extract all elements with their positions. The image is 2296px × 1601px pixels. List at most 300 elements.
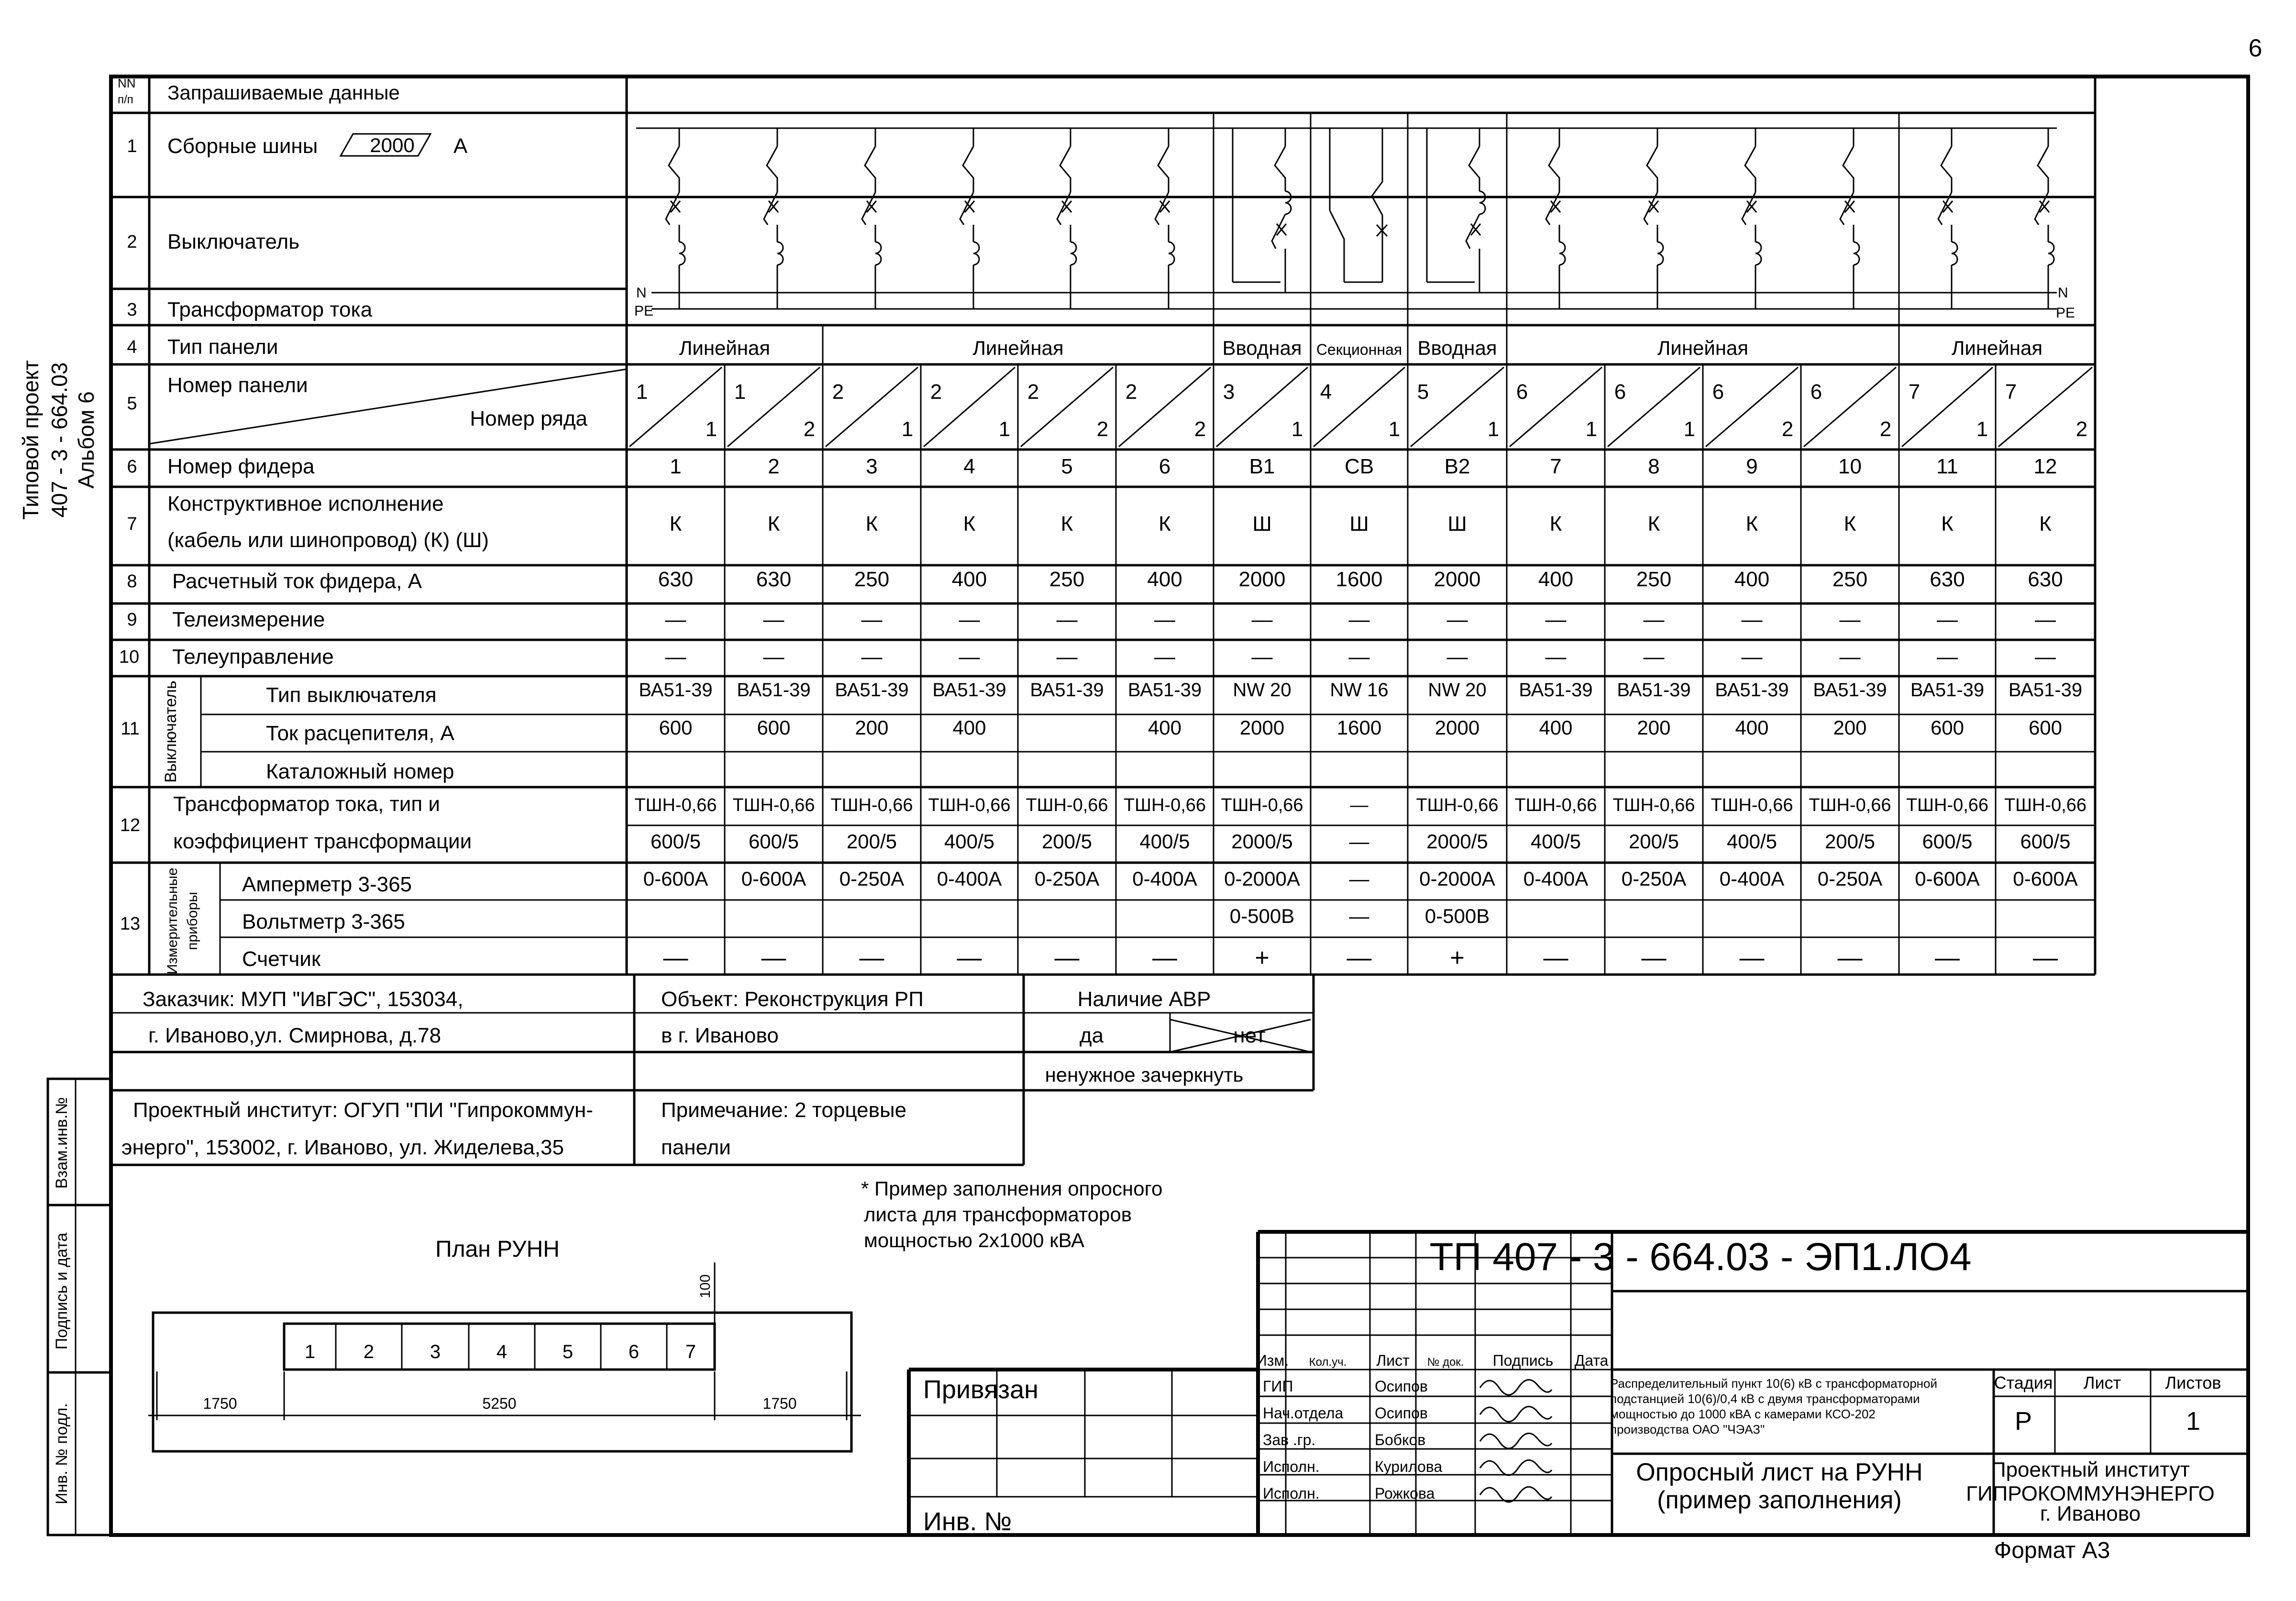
feeder-symbol-6 bbox=[1546, 128, 1565, 309]
catalog-number-label: Каталожный номер bbox=[266, 760, 454, 783]
plan-cell-6: 7 bbox=[685, 1341, 696, 1362]
meter-6: + bbox=[1255, 944, 1269, 972]
description-line1: Распределительный пункт 10(6) кВ с трансформаторной bbox=[1610, 1376, 1938, 1391]
current-5: 400 bbox=[1147, 568, 1182, 591]
panel-type-2: Вводная bbox=[1222, 337, 1302, 359]
row-num-9: 9 bbox=[127, 610, 137, 630]
breaker-type-7: NW 16 bbox=[1330, 680, 1389, 701]
inv-label: Инв. № bbox=[923, 1507, 1012, 1536]
trip-current-6: 2000 bbox=[1239, 716, 1285, 739]
feeder-12: 10 bbox=[1838, 455, 1862, 478]
row-number-4: 2 bbox=[1096, 417, 1109, 441]
object-line2: в г. Иваново bbox=[661, 1024, 779, 1047]
requested-data-header: Запрашиваемые данные bbox=[167, 81, 400, 104]
bus-pe-label-left: PE bbox=[634, 303, 654, 319]
footnote-line1: * Пример заполнения опросного bbox=[861, 1177, 1163, 1200]
current-3: 400 bbox=[951, 568, 987, 591]
breaker-type-14: ВА51-39 bbox=[2008, 680, 2083, 701]
left-stamp-label-1: Подпись и дата bbox=[53, 1232, 71, 1350]
current-14: 630 bbox=[2028, 568, 2063, 591]
disconnector bbox=[669, 146, 679, 192]
panel-type-5: Линейная bbox=[1657, 337, 1749, 359]
breaker-type-0: ВА51-39 bbox=[639, 680, 713, 701]
telemeasure-6: — bbox=[1251, 608, 1273, 631]
row-number-6: 1 bbox=[1291, 417, 1303, 441]
meter-label: Счетчик bbox=[242, 947, 321, 971]
tb-header-5: Дата bbox=[1574, 1352, 1609, 1369]
trip-current-1: 600 bbox=[757, 716, 791, 739]
trip-current-3: 400 bbox=[952, 716, 986, 739]
ammeter-14: 0-600А bbox=[2013, 867, 2078, 890]
side-title bbox=[18, 360, 99, 520]
trip-current-9: 400 bbox=[1539, 716, 1573, 739]
voltmeter-6: 0-500В bbox=[1229, 905, 1295, 927]
telecontrol-11: — bbox=[1741, 645, 1763, 669]
row-labels bbox=[118, 76, 627, 975]
ct-type-8: ТШН-0,66 bbox=[1416, 795, 1499, 815]
disconnector bbox=[963, 146, 973, 192]
tb-role-4: Исполн. bbox=[1263, 1485, 1320, 1502]
telecontrol-0: — bbox=[665, 645, 686, 669]
disconnector bbox=[1941, 146, 1952, 192]
plan-cell-5: 6 bbox=[628, 1341, 640, 1362]
disconnector bbox=[1158, 146, 1169, 192]
meter-2: — bbox=[859, 944, 884, 972]
feeder-0: 1 bbox=[670, 455, 682, 478]
row-num-12: 12 bbox=[120, 815, 141, 835]
ct-ratio-6: 2000/5 bbox=[1231, 830, 1293, 853]
ct-ratio-9: 400/5 bbox=[1530, 830, 1581, 853]
side-title-line2: 407 - 3 - 664.03 bbox=[47, 362, 72, 518]
plan-dim-right: 1750 bbox=[762, 1395, 797, 1412]
ammeter-11: 0-400А bbox=[1719, 867, 1785, 890]
doc-title-line2: (пример заполнения) bbox=[1657, 1486, 1902, 1514]
plan-dim-mid: 5250 bbox=[482, 1395, 517, 1412]
panel-number-3: 2 bbox=[930, 380, 942, 404]
ct-ratio-3: 400/5 bbox=[944, 830, 995, 853]
nn-top: NN bbox=[118, 76, 136, 90]
panel-type-4: Вводная bbox=[1417, 337, 1497, 359]
telemeasure-14: — bbox=[2035, 608, 2056, 631]
stage-header: Стадия bbox=[1994, 1373, 2053, 1393]
telemeasure-7: — bbox=[1348, 608, 1370, 631]
feeder-8: В2 bbox=[1444, 455, 1470, 478]
plan-dim-left: 1750 bbox=[203, 1395, 237, 1412]
telecontrol-10: — bbox=[1643, 645, 1665, 669]
breaker-group-label: Выключатель bbox=[162, 680, 180, 783]
disconnector bbox=[767, 146, 777, 192]
row-num-10: 10 bbox=[119, 647, 140, 667]
tb-header-1: Кол.уч. bbox=[1309, 1356, 1347, 1369]
signature-1 bbox=[1480, 1406, 1552, 1422]
instruments-group-label-2: приборы bbox=[185, 892, 200, 950]
telemeasure-11: — bbox=[1741, 608, 1763, 631]
bus-n-label-left: N bbox=[636, 285, 647, 301]
ct-type-12: ТШН-0,66 bbox=[1809, 795, 1891, 815]
breaker-type-2: ВА51-39 bbox=[835, 680, 909, 701]
ct-symbol bbox=[1755, 242, 1761, 265]
input-disconnector bbox=[1275, 146, 1285, 191]
panel-number-10: 6 bbox=[1614, 380, 1626, 404]
telecontrol-6: — bbox=[1251, 645, 1273, 669]
feeder-9: 7 bbox=[1550, 455, 1562, 478]
ammeter-12: 0-250А bbox=[1817, 867, 1883, 890]
breaker-type-4: ВА51-39 bbox=[1030, 680, 1104, 701]
telemeasure-13: — bbox=[1937, 608, 1958, 631]
ct-symbol bbox=[973, 242, 979, 265]
note-line2: панели bbox=[661, 1136, 731, 1159]
side-title-line1: Типовой проект bbox=[18, 360, 43, 520]
feeder-4: 5 bbox=[1061, 455, 1073, 478]
ct-type-4: ТШН-0,66 bbox=[1026, 795, 1108, 815]
construction-label: Конструктивное исполнение bbox=[167, 492, 444, 515]
telemeasure-3: — bbox=[959, 608, 980, 631]
ammeter-3: 0-400А bbox=[937, 867, 1002, 890]
ct-symbol bbox=[1657, 242, 1663, 265]
construction-label-2: (кабель или шинопровод) (К) (Ш) bbox=[167, 528, 489, 552]
ct-type-3: ТШН-0,66 bbox=[928, 795, 1011, 815]
panel-number-0: 1 bbox=[636, 380, 648, 404]
ct-ratio-0: 600/5 bbox=[650, 830, 701, 853]
signature-0 bbox=[1480, 1380, 1552, 1395]
feeder-symbol-5 bbox=[1155, 128, 1174, 309]
ct-type-10: ТШН-0,66 bbox=[1612, 795, 1695, 815]
trip-current-12: 200 bbox=[1833, 716, 1867, 739]
panel-number-1: 1 bbox=[734, 380, 746, 404]
ammeter-7: — bbox=[1349, 867, 1369, 890]
document-code: ТП 407 - 3 - 664.03 - ЭП1.ЛО4 bbox=[1429, 1235, 1972, 1279]
doc-title-line1: Опросный лист на РУНН bbox=[1636, 1458, 1923, 1486]
tb-name-3: Курилова bbox=[1375, 1458, 1443, 1475]
ammeter-0: 0-600А bbox=[643, 867, 708, 890]
footnote-line3: мощностью 2х1000 кВА bbox=[864, 1229, 1085, 1251]
description-line3: мощностью до 1000 кВА с камерами КСО-202 bbox=[1610, 1407, 1876, 1421]
description-line2: подстанцией 10(6)/0,4 кВ с двумя трансформаторами bbox=[1610, 1392, 1920, 1406]
tb-role-2: Зав .гр. bbox=[1263, 1431, 1316, 1448]
title-block bbox=[909, 77, 2248, 1563]
ct-type-6: ТШН-0,66 bbox=[1221, 795, 1303, 815]
customer-line2: г. Иваново,ул. Смирнова, д.78 bbox=[148, 1024, 442, 1047]
telemeasure-8: — bbox=[1446, 608, 1468, 631]
disconnector bbox=[1060, 146, 1071, 192]
avr-title: Наличие АВР bbox=[1077, 987, 1211, 1011]
voltmeter-label: Вольтметр 3-365 bbox=[242, 910, 405, 933]
row-num-2: 2 bbox=[127, 232, 137, 252]
ct-symbol bbox=[1559, 242, 1565, 265]
ct-ratio-14: 600/5 bbox=[2020, 830, 2071, 853]
input-panel-b2 bbox=[1427, 128, 1485, 293]
busbar-label: Сборные шины bbox=[167, 134, 318, 158]
plan-dim-vertical: 100 bbox=[697, 1274, 713, 1299]
breaker-type-5: ВА51-39 bbox=[1127, 680, 1202, 701]
breaker-type-13: ВА51-39 bbox=[1910, 680, 1985, 701]
feeder-13: 11 bbox=[1936, 455, 1958, 478]
ammeter-4: 0-250А bbox=[1034, 867, 1100, 890]
feeder-number-label: Номер фидера bbox=[167, 455, 315, 478]
row-num-11: 11 bbox=[121, 719, 140, 739]
org-line2: ГИПРОКОММУНЭНЕРГО bbox=[1966, 1482, 2215, 1505]
feeder-14: 12 bbox=[2033, 455, 2057, 478]
plan-cell-1: 2 bbox=[363, 1341, 375, 1362]
sec-switch bbox=[1372, 128, 1382, 282]
construction-4: К bbox=[1060, 512, 1073, 536]
telecontrol-label: Телеуправление bbox=[172, 645, 334, 669]
panel-number-2: 2 bbox=[832, 380, 844, 404]
feeder-current-label: Расчетный ток фидера, А bbox=[172, 570, 422, 593]
ct-type-11: ТШН-0,66 bbox=[1711, 795, 1793, 815]
row-number-13: 1 bbox=[1976, 417, 1988, 441]
left-stamp-label-2: Инв. № подл. bbox=[53, 1403, 71, 1504]
tb-header-3: № док. bbox=[1427, 1356, 1464, 1369]
sheet-header: Лист bbox=[2083, 1373, 2121, 1393]
ct-ratio-11: 400/5 bbox=[1726, 830, 1777, 853]
panel-number-7: 4 bbox=[1320, 380, 1332, 404]
breaker-type-11: ВА51-39 bbox=[1715, 680, 1789, 701]
runn-plan bbox=[148, 1237, 861, 1451]
row-num-13: 13 bbox=[120, 914, 141, 934]
row-number-10: 1 bbox=[1683, 417, 1696, 441]
ct-type-14: ТШН-0,66 bbox=[2004, 795, 2087, 815]
breaker-type-12: ВА51-39 bbox=[1813, 680, 1887, 701]
panel-data-cells bbox=[629, 337, 2092, 972]
panel-type-0: Линейная bbox=[679, 337, 771, 359]
construction-7: Ш bbox=[1349, 512, 1369, 536]
ammeter-2: 0-250А bbox=[839, 867, 905, 890]
disconnector bbox=[1745, 146, 1755, 192]
telecontrol-12: — bbox=[1839, 645, 1861, 669]
current-6: 2000 bbox=[1238, 568, 1286, 591]
construction-5: К bbox=[1159, 512, 1171, 536]
ct-ratio-label: коэффициент трансформации bbox=[173, 830, 472, 853]
tb-role-3: Исполн. bbox=[1263, 1458, 1320, 1475]
current-11: 400 bbox=[1734, 568, 1770, 591]
construction-1: К bbox=[767, 512, 780, 536]
telecontrol-14: — bbox=[2035, 645, 2056, 669]
ammeter-1: 0-600А bbox=[741, 867, 806, 890]
tb-header-2: Лист bbox=[1376, 1352, 1410, 1369]
telemeasure-12: — bbox=[1839, 608, 1861, 631]
ct-ratio-10: 200/5 bbox=[1628, 830, 1679, 853]
feeder-symbol-8 bbox=[1742, 128, 1761, 309]
bus-n-label-right: N bbox=[2058, 285, 2068, 301]
ct-ratio-1: 600/5 bbox=[748, 830, 799, 853]
panel-type-label: Тип панели bbox=[167, 335, 278, 359]
input-panel-b1 bbox=[1233, 128, 1291, 293]
avr-yes: да bbox=[1079, 1024, 1104, 1047]
signature-3 bbox=[1480, 1460, 1552, 1475]
trip-current-13: 600 bbox=[1930, 716, 1965, 739]
tb-name-0: Осипов bbox=[1375, 1378, 1428, 1395]
ammeter-13: 0-600А bbox=[1915, 867, 1980, 890]
input-disconnector bbox=[1469, 146, 1479, 191]
current-12: 250 bbox=[1832, 568, 1868, 591]
breaker-type-1: ВА51-39 bbox=[737, 680, 811, 701]
ammeter-6: 0-2000А bbox=[1224, 867, 1300, 890]
feeder-symbol-4 bbox=[1057, 128, 1076, 309]
ct-type-2: ТШН-0,66 bbox=[830, 795, 913, 815]
row-number-8: 1 bbox=[1487, 417, 1500, 441]
trip-current-7: 1600 bbox=[1336, 716, 1382, 739]
meter-4: — bbox=[1054, 944, 1080, 972]
ct-ratio-8: 2000/5 bbox=[1426, 830, 1488, 853]
panel-number-6: 3 bbox=[1223, 380, 1235, 404]
feeder-symbol-10 bbox=[1938, 128, 1957, 309]
current-7: 1600 bbox=[1336, 568, 1383, 591]
row-number-7: 1 bbox=[1388, 417, 1401, 441]
telecontrol-3: — bbox=[959, 645, 980, 669]
format-label: Формат А3 bbox=[1994, 1538, 2110, 1563]
ct-type-5: ТШН-0,66 bbox=[1123, 795, 1206, 815]
construction-12: К bbox=[1843, 512, 1856, 536]
left-stamp bbox=[48, 1079, 111, 1535]
panel-number-8: 5 bbox=[1417, 380, 1429, 404]
telemeasure-5: — bbox=[1154, 608, 1175, 631]
ct-type-13: ТШН-0,66 bbox=[1906, 795, 1989, 815]
disconnector bbox=[1647, 146, 1657, 192]
row-number-1: 2 bbox=[803, 417, 816, 441]
panel-number-5: 2 bbox=[1125, 380, 1137, 404]
bus-pe-label-right: PE bbox=[2056, 305, 2075, 321]
row-number-9: 1 bbox=[1585, 417, 1598, 441]
footnote bbox=[861, 1177, 1162, 1251]
ct-symbol bbox=[1854, 242, 1859, 265]
construction-8: Ш bbox=[1447, 512, 1467, 536]
trip-current-5: 400 bbox=[1148, 716, 1182, 739]
construction-11: К bbox=[1745, 512, 1758, 536]
tb-header-0: Изм. bbox=[1256, 1352, 1289, 1369]
side-title-line3: Альбом 6 bbox=[74, 391, 99, 489]
construction-13: К bbox=[1941, 512, 1954, 536]
row-number-2: 1 bbox=[901, 417, 914, 441]
trip-current-2: 200 bbox=[855, 716, 889, 739]
breaker-type-8: NW 20 bbox=[1428, 680, 1487, 701]
telemeasure-2: — bbox=[861, 608, 883, 631]
ammeter-9: 0-400А bbox=[1523, 867, 1589, 890]
nn-bottom: п/п bbox=[118, 93, 133, 106]
ammeter-10: 0-250А bbox=[1621, 867, 1687, 890]
sectional-panel bbox=[1330, 128, 1387, 282]
ct-ratio-4: 200/5 bbox=[1041, 830, 1093, 853]
meter-3: — bbox=[957, 944, 982, 972]
row-num-7: 7 bbox=[127, 514, 137, 534]
description-line4: производства ОАО "ЧЭАЗ" bbox=[1610, 1422, 1765, 1437]
ammeter-label: Амперметр 3-365 bbox=[242, 873, 412, 896]
voltmeter-8: 0-500В bbox=[1424, 905, 1490, 927]
feeder-symbol-9 bbox=[1840, 128, 1859, 309]
ct-type-label: Трансформатор тока, тип и bbox=[173, 792, 440, 816]
panel-number-12: 6 bbox=[1810, 380, 1822, 404]
panel-number-13: 7 bbox=[1908, 380, 1921, 404]
telemeasure-1: — bbox=[763, 608, 784, 631]
telemeasure-label: Телеизмерение bbox=[172, 608, 325, 631]
row-number-11: 2 bbox=[1781, 417, 1794, 441]
meter-0: — bbox=[663, 944, 688, 972]
ct-symbol bbox=[1169, 242, 1174, 265]
feeder-7: СВ bbox=[1344, 455, 1374, 478]
row-number-0: 1 bbox=[705, 417, 718, 441]
feeder-1: 2 bbox=[768, 455, 780, 478]
row-number-12: 2 bbox=[1879, 417, 1892, 441]
breaker-type-9: ВА51-39 bbox=[1519, 680, 1593, 701]
object-line1: Объект: Реконструкция РП bbox=[661, 987, 924, 1011]
plan-title: План РУНН bbox=[435, 1237, 560, 1262]
construction-0: К bbox=[669, 512, 682, 536]
construction-14: К bbox=[2039, 512, 2052, 536]
feeder-5: 6 bbox=[1159, 455, 1171, 478]
current-0: 630 bbox=[658, 568, 694, 591]
row-num-3: 3 bbox=[127, 300, 137, 320]
meter-7: — bbox=[1347, 944, 1372, 972]
stage-value: Р bbox=[2014, 1407, 2032, 1436]
breaker-type-6: NW 20 bbox=[1233, 680, 1292, 701]
telecontrol-8: — bbox=[1446, 645, 1468, 669]
current-10: 250 bbox=[1636, 568, 1672, 591]
telecontrol-9: — bbox=[1545, 645, 1567, 669]
breaker-type-10: ВА51-39 bbox=[1617, 680, 1691, 701]
ct-ratio-12: 200/5 bbox=[1824, 830, 1876, 853]
meter-10: — bbox=[1641, 944, 1667, 972]
row-num-1: 1 bbox=[127, 136, 137, 156]
telemeasure-0: — bbox=[665, 608, 686, 631]
plan-cell-0: 1 bbox=[304, 1341, 316, 1362]
ct-ratio-7: — bbox=[1349, 830, 1369, 853]
feeder-symbol-0 bbox=[666, 128, 685, 309]
panel-number-9: 6 bbox=[1516, 380, 1528, 404]
trip-current-label: Ток расцепителя, А bbox=[266, 722, 454, 745]
ct-type-0: ТШН-0,66 bbox=[634, 795, 717, 815]
plan-cell-2: 3 bbox=[430, 1341, 441, 1362]
trip-current-14: 600 bbox=[2028, 716, 2063, 739]
construction-10: К bbox=[1647, 512, 1660, 536]
current-9: 400 bbox=[1538, 568, 1574, 591]
ct-type-9: ТШН-0,66 bbox=[1514, 795, 1597, 815]
footnote-line2: листа для трансформаторов bbox=[864, 1203, 1132, 1226]
customer-line1: Заказчик: МУП "ИвГЭС", 153034, bbox=[143, 987, 464, 1011]
breaker-type-label: Тип выключателя bbox=[266, 683, 437, 707]
meter-13: — bbox=[1935, 944, 1960, 972]
note-line1: Примечание: 2 торцевые bbox=[661, 1098, 907, 1122]
input-ct bbox=[1479, 191, 1485, 214]
telecontrol-13: — bbox=[1937, 645, 1958, 669]
telecontrol-7: — bbox=[1348, 645, 1370, 669]
feeder-symbol-11 bbox=[2035, 128, 2054, 309]
telecontrol-4: — bbox=[1056, 645, 1078, 669]
meter-1: — bbox=[761, 944, 786, 972]
page-number: 6 bbox=[2248, 34, 2263, 62]
current-4: 250 bbox=[1049, 568, 1085, 591]
feeder-symbol-7 bbox=[1644, 128, 1663, 309]
current-1: 630 bbox=[756, 568, 792, 591]
row-number-3: 1 bbox=[998, 417, 1011, 441]
row-num-5: 5 bbox=[127, 394, 137, 414]
left-stamp-label-0: Взам.инв.№ bbox=[53, 1097, 71, 1189]
panel-number-label: Номер панели bbox=[167, 373, 308, 397]
meter-8: + bbox=[1450, 944, 1465, 972]
ct-type-1: ТШН-0,66 bbox=[732, 795, 815, 815]
ct-symbol bbox=[679, 242, 685, 265]
feeder-6: В1 bbox=[1249, 455, 1275, 478]
construction-3: К bbox=[963, 512, 976, 536]
feeder-symbol-2 bbox=[862, 128, 881, 309]
ct-symbol bbox=[1952, 242, 1957, 265]
telemeasure-4: — bbox=[1056, 608, 1078, 631]
disconnector bbox=[865, 146, 875, 192]
row-number-5: 2 bbox=[1194, 417, 1206, 441]
institute-line1: Проектный институт: ОГУП "ПИ "Гипрокоммун- bbox=[133, 1098, 593, 1122]
meter-14: — bbox=[2033, 944, 2058, 972]
telecontrol-5: — bbox=[1154, 645, 1175, 669]
tb-role-1: Нач.отдела bbox=[1263, 1404, 1344, 1422]
